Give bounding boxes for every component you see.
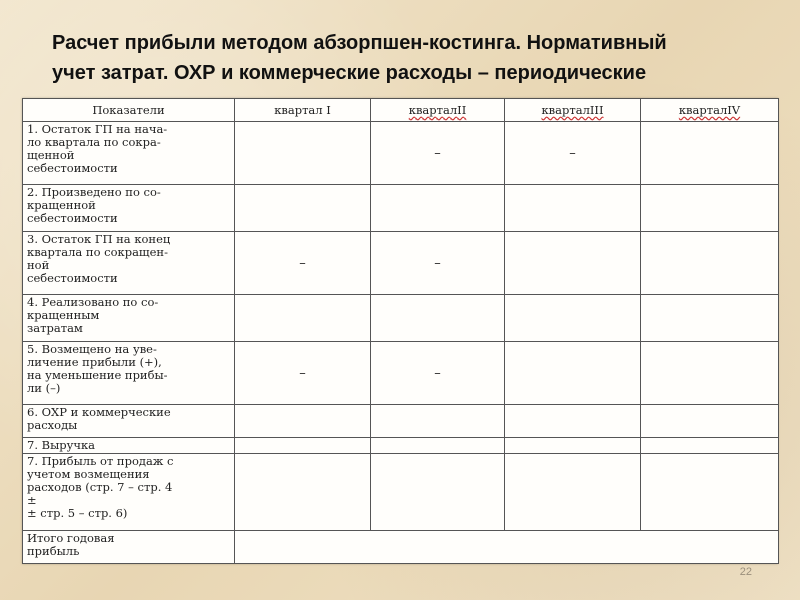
table-cell [641, 122, 779, 185]
table-cell [505, 185, 641, 232]
table-cell [641, 185, 779, 232]
table-cell [371, 185, 505, 232]
slide-title [52, 28, 752, 88]
table-cell [641, 437, 779, 453]
row-label: 2. Произведено по со- кращенной себестоимости [23, 185, 235, 232]
header-quarter-4: кварталIV [641, 99, 779, 122]
table-cell: – [235, 231, 371, 294]
row-label: 7. Выручка [23, 437, 235, 453]
table-cell [371, 437, 505, 453]
table-cell [371, 453, 505, 530]
table-cell [505, 405, 641, 438]
table-cell [505, 453, 641, 530]
table-cell [235, 295, 371, 342]
row-label: 3. Остаток ГП на конец квартала по сокращен- ной себестоимости [23, 231, 235, 294]
profit-calculation-table [22, 98, 779, 564]
table-cell [641, 295, 779, 342]
table-cell [235, 122, 371, 185]
table-cell [505, 231, 641, 294]
row-label: 6. ОХР и коммерческие расходы [23, 405, 235, 438]
table-cell: – [505, 122, 641, 185]
table-cell [235, 437, 371, 453]
table-row [23, 185, 779, 232]
table-row [23, 295, 779, 342]
row-label: 1. Остаток ГП на нача- ло квартала по сокра- щенной себестоимости [23, 122, 235, 185]
row-label: 5. Возмещено на уве- личение прибыли (+), на уменьшение прибы- ли (–) [23, 341, 235, 404]
table-cell [505, 295, 641, 342]
table-cell: – [371, 341, 505, 404]
table-cell [641, 453, 779, 530]
table-cell [505, 341, 641, 404]
table-cell [235, 405, 371, 438]
table-row [23, 341, 779, 404]
table-row [23, 453, 779, 530]
row-label: 7. Прибыль от продаж с учетом возмещения расходов (стр. 7 – стр. 4 ± ± стр. 5 – стр. 6) [23, 453, 235, 530]
table-cell [505, 437, 641, 453]
table-cell [641, 405, 779, 438]
table-row [23, 405, 779, 438]
page-number: 22 [739, 566, 752, 578]
table-row [23, 437, 779, 453]
table-row [23, 531, 779, 564]
table-cell: – [235, 341, 371, 404]
table-row [23, 231, 779, 294]
header-quarter-3: кварталIII [505, 99, 641, 122]
header-indicators: Показатели [23, 99, 235, 122]
table-cell [371, 405, 505, 438]
title-line-2: учет затрат. ОХР и коммерческие расходы – периодические [52, 62, 647, 84]
table-cell: – [371, 231, 505, 294]
table-header-row [23, 99, 779, 122]
table-cell [641, 231, 779, 294]
table-cell [641, 341, 779, 404]
table-cell [235, 185, 371, 232]
header-quarter-1: квартал I [235, 99, 371, 122]
header-quarter-2: кварталII [371, 99, 505, 122]
table-cell [235, 453, 371, 530]
table-cell [371, 295, 505, 342]
profit-table-container [22, 98, 778, 564]
title-line-1: Расчет прибыли методом абзорпшен-костинга. Нормативный [52, 32, 667, 54]
row-label: 4. Реализовано по со- кращенным затратам [23, 295, 235, 342]
table-cell [235, 531, 779, 564]
table-cell: – [371, 122, 505, 185]
row-label: Итого годовая прибыль [23, 531, 235, 564]
table-row [23, 122, 779, 185]
